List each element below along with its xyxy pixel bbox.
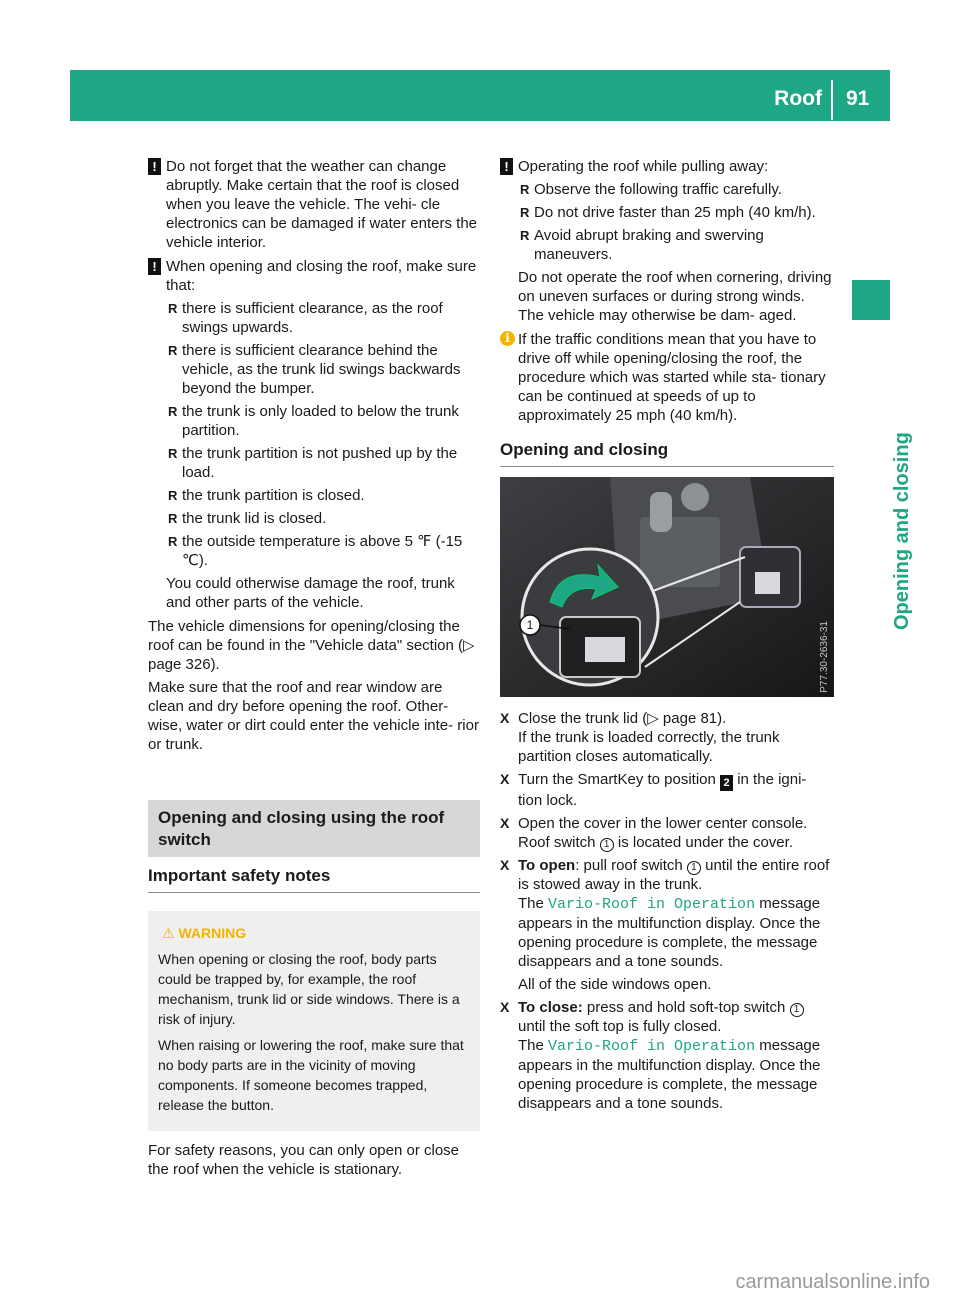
vehicle-data-paragraph: The vehicle dimensions for opening/closing the roof can be found in the "Vehicle data" section (▷ page 326). xyxy=(148,618,475,673)
display-message: Vario-Roof in Operation xyxy=(548,896,756,913)
list-item: R the outside temperature is above 5 ℉ (‑15 ℃). xyxy=(166,532,480,570)
roof-switch-photo xyxy=(500,477,834,697)
exclamation-icon: ! xyxy=(148,258,161,275)
warning-box xyxy=(148,911,480,1131)
warning-title: ⚠ WARNING xyxy=(162,925,247,941)
list-item: R the trunk lid is closed. xyxy=(166,509,480,528)
right-column xyxy=(500,157,834,1117)
display-message: Vario-Roof in Operation xyxy=(548,1038,756,1055)
list-item: R Avoid abrupt braking and swerving maneuvers. xyxy=(518,226,834,264)
photo-credit: P77.30-2636-31 xyxy=(819,621,830,693)
warning-text: When opening or closing the roof, body parts could be trapped by, for example, the roof mechanism, trunk lid or side windows. There is a risk of injury. xyxy=(158,951,460,1027)
info-note: i If the traffic conditions mean that you have to drive off while opening/closing the roof, the procedure which was started while sta- tionary can be continued at speeds of up to approximately 25 mph (40 km/h). xyxy=(500,330,834,425)
caution-note-weather: ! Do not forget that the weather can change abruptly. Make certain that the roof is closed when you leave the vehicle. The vehi- cle electronics can be damaged if water enters the vehicle interior. xyxy=(148,157,480,252)
caution-note-driving: ! Operating the roof while pulling away: R Observe the following traffic carefully. R Do not drive faster than 25 mph (40 km/h). R Avoid abrupt braking and swerving maneuvers. Do not operate the roof when cornering, driving on uneven surfaces or during strong winds. The vehicle may otherwise be dam- aged. xyxy=(500,157,834,325)
clean-dry-paragraph: Make sure that the roof and rear window are clean and dry before opening the roof. Other- wise, water or dirt could enter the vehicle inte- rior or trunk. xyxy=(148,679,479,753)
watermark: carmanualsonline.info xyxy=(735,1271,930,1293)
callout-1-symbol: 1 xyxy=(687,861,701,875)
position-2-symbol: 2 xyxy=(720,775,733,791)
clearance-list xyxy=(166,299,480,570)
list-item: R there is sufficient clearance behind the vehicle, as the trunk lid swings backwards beyond the bumper. xyxy=(166,341,480,398)
subheading-safety: Important safety notes xyxy=(148,865,480,893)
info-icon: i xyxy=(500,331,515,346)
side-tab-label: Opening and closing xyxy=(891,432,913,630)
list-item: R Do not drive faster than 25 mph (40 km/h). xyxy=(518,203,834,222)
warning-triangle-icon: ⚠ xyxy=(162,925,175,941)
stationary-paragraph: For safety reasons, you can only open or close the roof when the vehicle is stationary. xyxy=(148,1142,460,1178)
list-item: R Observe the following traffic carefully. xyxy=(518,180,834,199)
callout-label: 1 xyxy=(526,618,534,632)
subheading-opening: Opening and closing xyxy=(500,439,834,467)
step-open-cover: X Open the cover in the lower center console. Roof switch 1 is located under the cover. xyxy=(500,814,834,852)
callout-1-symbol: 1 xyxy=(790,1003,804,1017)
list-item: R the trunk partition is closed. xyxy=(166,486,480,505)
warning-text: When raising or lowering the roof, make sure that no body parts are in the vicinity of moving components. If someone becomes trapped, release the button. xyxy=(158,1037,464,1113)
page-number: 91 xyxy=(846,87,870,110)
header-separator xyxy=(831,80,833,120)
side-tab-marker xyxy=(852,280,890,320)
header-band xyxy=(70,70,890,121)
step-to-open: X To open: pull roof switch 1 until the entire roof is stowed away in the trunk. The Vario-Roof in Operation message appears in the multifunction display. Once the opening procedure is complete, the message disappears and a tone sounds. All of the side windows open. xyxy=(500,856,834,994)
step-to-close: X To close: press and hold soft-top switch 1 until the soft top is fully closed. The Vario-Roof in Operation message appears in the multifunction display. Once the opening procedure is complete, the message disappears and a tone sounds. xyxy=(500,998,834,1113)
header-title: Roof xyxy=(774,87,822,110)
list-item: R the trunk is only loaded to below the trunk partition. xyxy=(166,402,480,440)
callout-1-symbol: 1 xyxy=(600,838,614,852)
driving-list xyxy=(518,180,834,264)
step-close-trunk: X Close the trunk lid (▷ page 81). If the trunk is loaded correctly, the trunk partition closes automatically. xyxy=(500,709,834,766)
left-column xyxy=(148,157,480,1183)
procedure-steps xyxy=(500,709,834,1113)
caution-note-clearance: ! When opening and closing the roof, make sure that: R there is sufficient clearance, as the roof swings upwards. R there is sufficient clearance behind the vehicle, as the trunk lid swings backwards beyond the bumper. R the trunk is only loaded to below the trunk partition. R the trunk partition is not pushed up by the load. R the trunk partition is closed. R the trunk lid is closed. R the outside temperature is above 5 ℉ (‑15 ℃). You could otherwise damage the roof, trunk and other parts of the vehicle. xyxy=(148,257,480,612)
list-item: R there is sufficient clearance, as the roof swings upwards. xyxy=(166,299,480,337)
section-title: Opening and closing using the roof switch xyxy=(148,800,480,857)
exclamation-icon: ! xyxy=(500,158,513,175)
console-illustration xyxy=(500,477,834,697)
step-turn-key: X Turn the SmartKey to position 2 in the igni- tion lock. xyxy=(500,770,834,810)
list-item: R the trunk partition is not pushed up by the load. xyxy=(166,444,480,482)
exclamation-icon: ! xyxy=(148,158,161,175)
